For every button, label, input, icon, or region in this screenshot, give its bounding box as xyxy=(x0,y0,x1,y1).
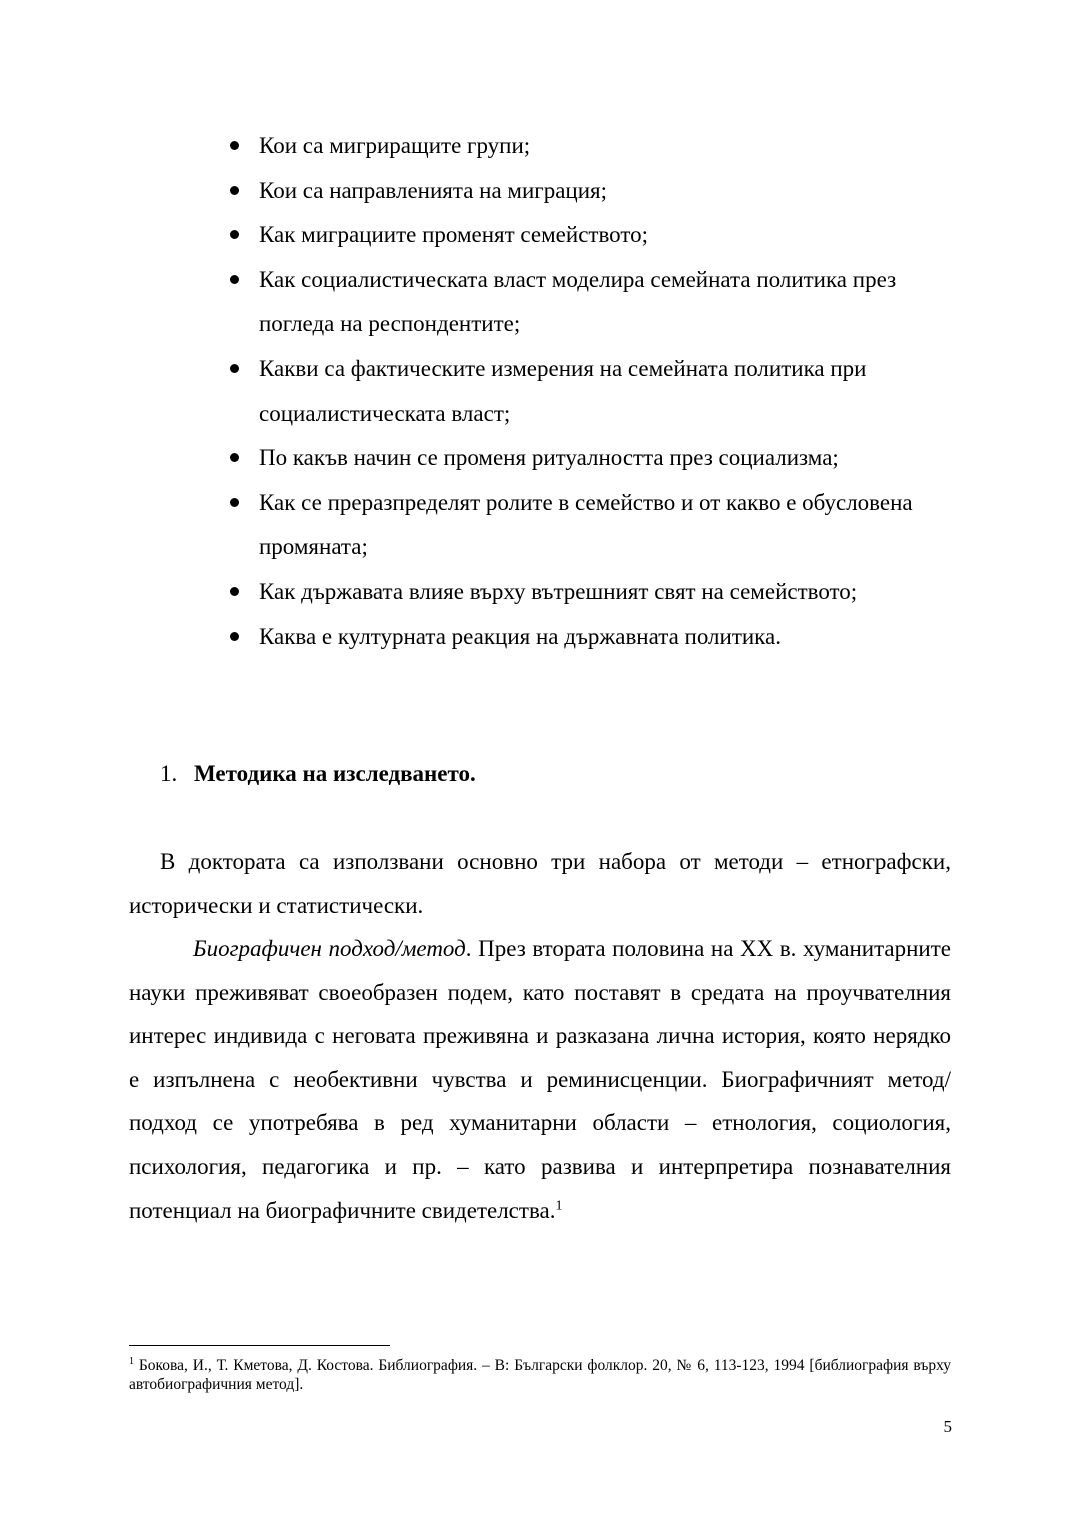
list-item xyxy=(230,124,950,169)
bullet-icon xyxy=(230,498,239,507)
list-item xyxy=(230,347,950,436)
footnote-text: Бокова, И., Т. Кметова, Д. Костова. Библиография. – В: Български фолклор. 20, № 6, 113-123, 1994 [библиография върху автобиографичния метод]. xyxy=(129,1357,951,1393)
bullet-icon xyxy=(230,632,239,641)
paragraph-lead-italic: Биографичен подход/метод xyxy=(193,936,466,961)
list-item xyxy=(230,570,950,615)
list-item xyxy=(230,436,950,481)
paragraph-text: . През втората половина на ХХ в. хуманитарните науки преживяват своеобразен подем, като поставят в средата на проучвателния интерес индивида с неговата преживяна и разказана лична история, която нерядко е изпълнена с необективни чувства и реминисценции. Биографичният метод/подход се употребява в ред хуманитарни области – етнология, социология, психология, педагогика и пр. – като развива и интерпретира познавателния потенциал на биографичните свидетелства. xyxy=(129,936,951,1223)
list-item-text: Каква е културната реакция на държавната политика. xyxy=(259,623,781,649)
list-item-text: Как социалистическата власт моделира семейната политика през погледа на респондентите; xyxy=(259,266,897,337)
list-item-text: Как държавата влияе върху вътрешният свят на семейството; xyxy=(259,578,858,604)
bullet-icon xyxy=(230,364,239,373)
section-title: Методика на изследването. xyxy=(194,761,476,786)
bullet-icon xyxy=(230,141,239,150)
list-item xyxy=(230,481,950,570)
paragraph-text: В доктората са използвани основно три набора от методи – етнографски, исторически и статистически. xyxy=(129,849,951,918)
paragraph-biographical-method xyxy=(129,927,951,1232)
list-item-text: Кои са мигриращите групи; xyxy=(259,133,531,158)
list-item xyxy=(230,213,950,258)
page-number: 5 xyxy=(943,1417,952,1436)
bullet-icon xyxy=(230,587,239,596)
research-questions-list xyxy=(230,124,950,659)
list-item xyxy=(230,169,950,214)
footnote-separator xyxy=(129,1345,390,1346)
section-heading xyxy=(160,757,476,791)
list-item-text: Кои са направленията на миграция; xyxy=(259,177,608,203)
bullet-icon xyxy=(230,275,239,284)
list-item xyxy=(230,615,950,660)
list-item-text: По какъв начин се променя ритуалността през социализма; xyxy=(259,445,839,471)
footnote-marker: 1 xyxy=(129,1355,134,1367)
bullet-icon xyxy=(230,186,239,195)
section-number: 1. xyxy=(160,761,178,786)
footnote xyxy=(129,1356,951,1394)
footnote-reference[interactable]: 1 xyxy=(555,1197,563,1213)
bullet-icon xyxy=(230,453,239,462)
list-item-text: Как се преразпределят ролите в семейство и от какво е обусловена промяната; xyxy=(259,489,913,560)
list-item-text: Какви са фактическите измерения на семейната политика при социалистическата власт; xyxy=(259,355,867,426)
paragraph-methods-intro xyxy=(129,840,951,927)
list-item xyxy=(230,258,950,347)
list-item-text: Как миграциите променят семейството; xyxy=(259,222,649,248)
bullet-icon xyxy=(230,230,239,239)
